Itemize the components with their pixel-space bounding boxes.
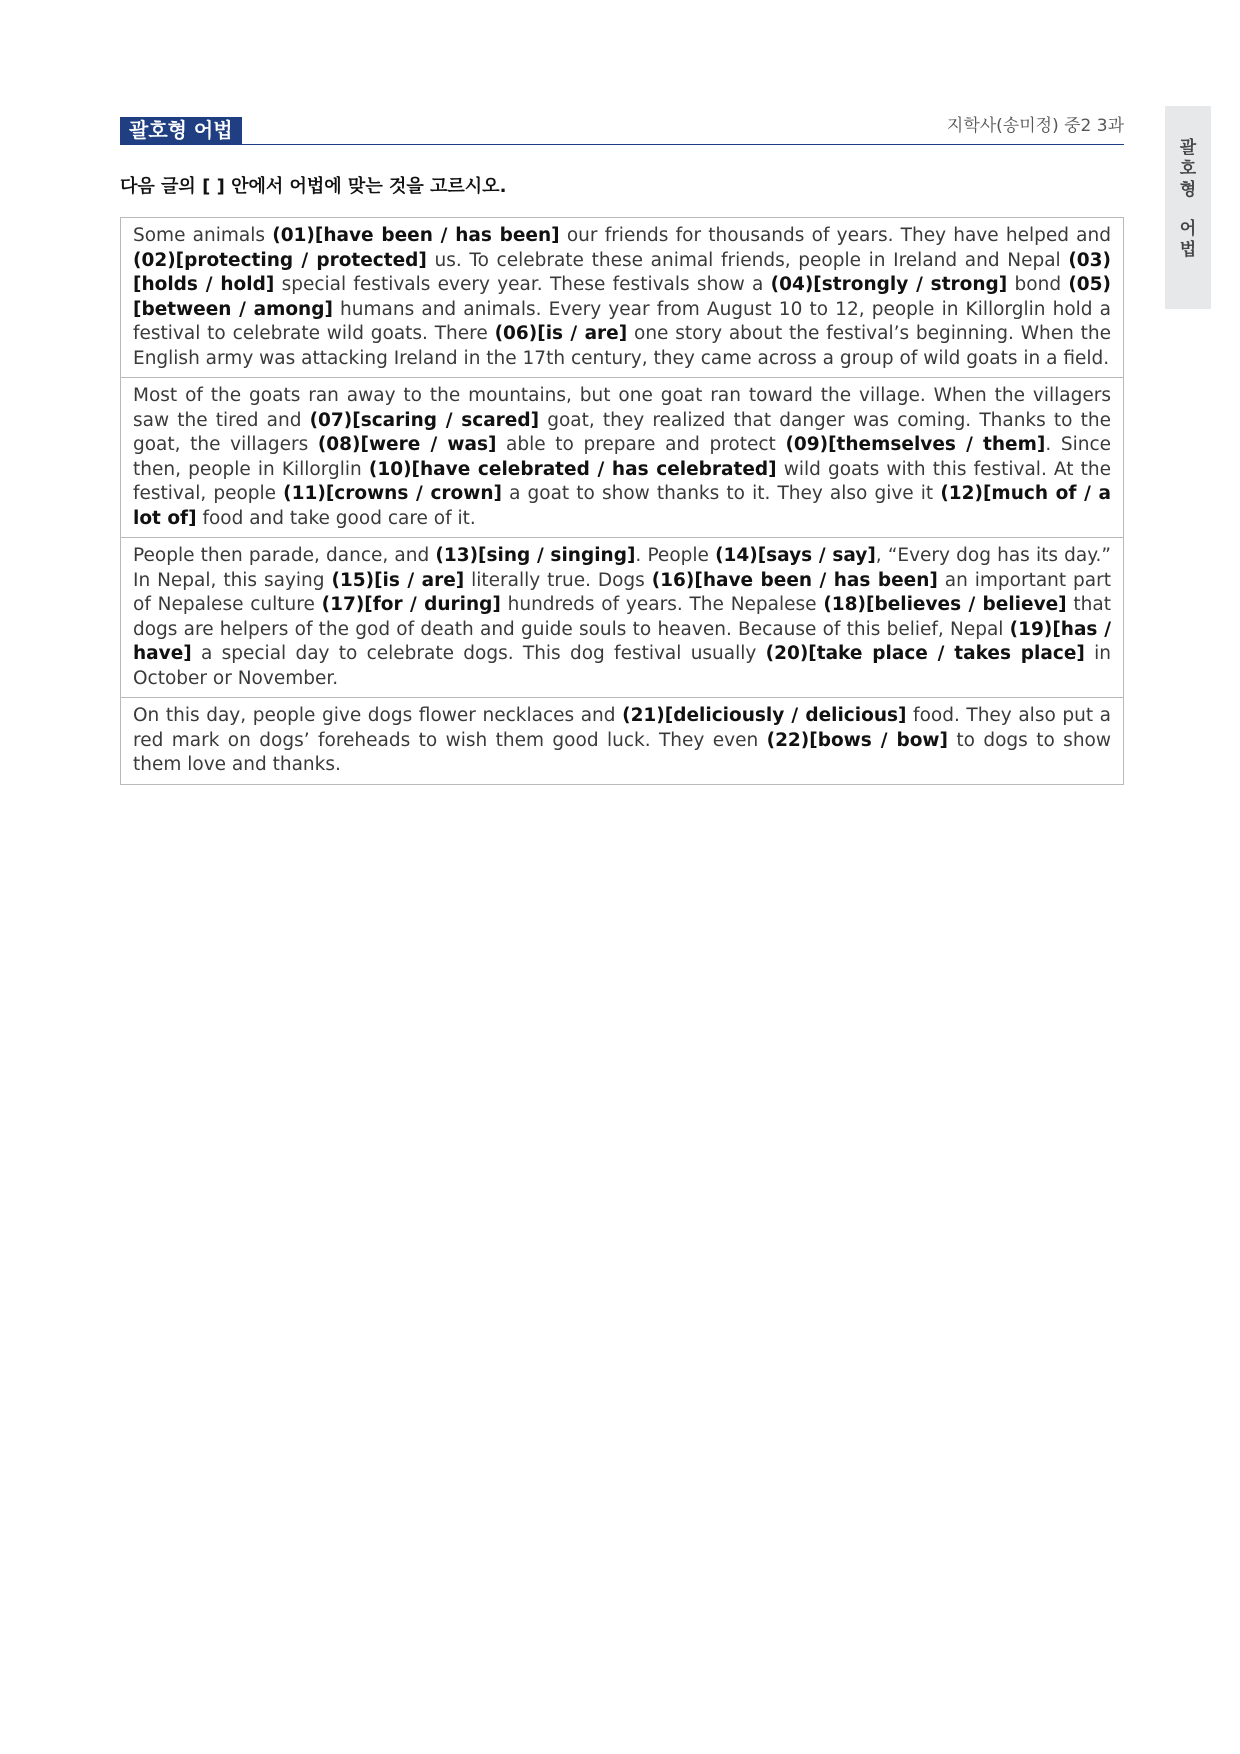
passage-box xyxy=(120,217,1124,785)
side-tab-char: 호 xyxy=(1179,159,1197,179)
blank-choice: (17)[for / during] xyxy=(321,594,501,615)
blank-choice: (14)[says / say] xyxy=(715,545,876,566)
passage-paragraph-2 xyxy=(121,378,1123,538)
side-tab-char: 형 xyxy=(1179,180,1197,200)
passage-text: a special day to celebrate dogs. This dog festival usually xyxy=(191,643,766,664)
header-divider xyxy=(120,144,1124,145)
passage-text: goat, they realized that danger was coming. Thanks to the goat, the villagers xyxy=(133,409,1112,455)
passage-text: able to prepare and protect xyxy=(496,434,786,455)
blank-choice: (05)[between / among] xyxy=(133,274,1111,320)
blank-choice: (09)[themselves / them] xyxy=(785,434,1046,455)
blank-choice: (13)[sing / singing] xyxy=(435,545,636,566)
passage-text: humans and animals. Every year from August 10 to 12, people in Killorglin hold a festival to celebrate wild goats. There xyxy=(133,298,1111,344)
blank-choice: (22)[bows / bow] xyxy=(766,729,948,751)
blank-choice: (19)[has / have] xyxy=(133,618,1111,664)
side-tab xyxy=(1165,106,1211,309)
blank-choice: (15)[is / are] xyxy=(331,569,465,591)
side-tab-char: 어 xyxy=(1179,219,1197,239)
passage-text: our friends for thousands of years. They have helped and xyxy=(559,225,1111,246)
side-tab-char: 법 xyxy=(1179,240,1197,260)
blank-choice: (02)[protecting / protected] xyxy=(133,249,427,271)
blank-choice: (16)[have been / has been] xyxy=(651,569,938,591)
passage-text: to dogs to show them love and thanks. xyxy=(133,729,1111,775)
passage-paragraph-4 xyxy=(121,698,1123,784)
textbook-label: 지학사(송미정) 중2 3과 xyxy=(946,116,1124,136)
passage-text: food. They also put a red mark on dogs’ foreheads to wish them good luck. They even xyxy=(133,705,1111,751)
blank-choice: (21)[deliciously / delicious] xyxy=(622,705,907,726)
blank-choice: (06)[is / are] xyxy=(494,323,628,344)
passage-text: bond xyxy=(1007,274,1069,295)
passage-text: in October or November. xyxy=(133,643,1111,689)
blank-choice: (12)[much of / a lot of] xyxy=(133,483,1112,529)
passage-paragraph-3 xyxy=(121,538,1123,698)
passage-text: People then parade, dance, and xyxy=(133,545,436,566)
section-title: 괄호형 어법 xyxy=(120,117,242,144)
blank-choice: (01)[have been / has been] xyxy=(272,225,560,246)
passage-text: a goat to show thanks to it. They also give it xyxy=(501,483,941,504)
passage-text: one story about the festival’s beginning. When the English army was attacking Ireland in the 17th century, they came across a group of wild goats in a field. xyxy=(133,323,1112,369)
blank-choice: (20)[take place / takes place] xyxy=(765,643,1085,664)
side-tab-label xyxy=(1165,138,1211,261)
passage-text: hundreds of years. The Nepalese xyxy=(500,594,824,615)
passage-text: literally true. Dogs xyxy=(464,569,652,591)
blank-choice: (03)[holds / hold] xyxy=(133,249,1111,295)
passage-text: an important part of Nepalese culture xyxy=(133,569,1111,615)
blank-choice: (04)[strongly / strong] xyxy=(770,274,1008,295)
blank-choice: (07)[scaring / scared] xyxy=(309,409,540,431)
passage-text: On this day, people give dogs flower necklaces and xyxy=(133,705,623,726)
passage-text: Most of the goats ran away to the mountains, but one goat ran toward the village. When the villagers saw the tired and xyxy=(133,385,1111,431)
blank-choice: (18)[believes / believe] xyxy=(823,594,1067,615)
passage-text: . Since then, people in Killorglin xyxy=(133,434,1111,480)
passage-text: us. To celebrate these animal friends, people in Ireland and Nepal xyxy=(426,249,1069,271)
passage-text: food and take good care of it. xyxy=(196,507,476,529)
passage-text: special festivals every year. These festivals show a xyxy=(274,274,771,295)
side-tab-char: 괄 xyxy=(1179,138,1197,158)
passage-paragraph-1 xyxy=(121,218,1123,378)
passage-text: that dogs are helpers of the god of death and guide souls to heaven. Because of this belief, Nepal xyxy=(133,594,1111,640)
passage-text: Some animals xyxy=(133,225,273,246)
blank-choice: (08)[were / was] xyxy=(317,434,497,455)
passage-text: . People xyxy=(635,545,716,566)
passage-text: wild goats with this festival. At the festival, people xyxy=(133,458,1111,504)
passage-text: , “Every dog has its day.” In Nepal, this saying xyxy=(133,545,1111,591)
blank-choice: (10)[have celebrated / has celebrated] xyxy=(368,458,777,480)
blank-choice: (11)[crowns / crown] xyxy=(283,483,502,504)
instruction-text: 다음 글의 [ ] 안에서 어법에 맞는 것을 고르시오. xyxy=(120,176,507,197)
